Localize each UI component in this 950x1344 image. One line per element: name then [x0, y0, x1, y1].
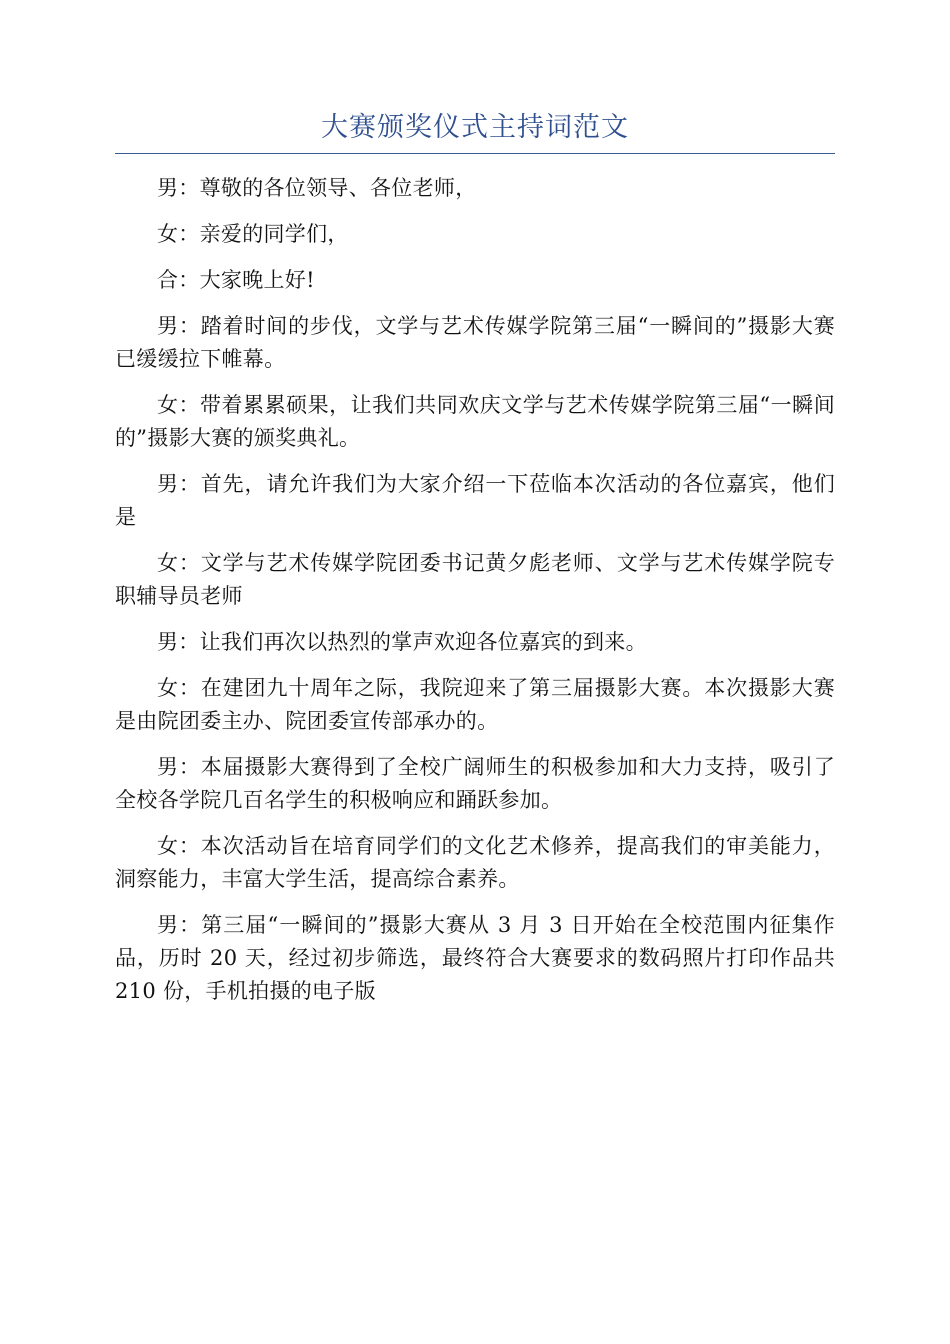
paragraph: 合：大家晚上好!	[157, 268, 315, 292]
paragraph: 男：让我们再次以热烈的掌声欢迎各位嘉宾的到来。	[157, 630, 647, 654]
paragraph: 男：第三届“一瞬间的”摄影大赛从 3 月 3 日开始在全校范围内征集作品，历时 20 天，经过初步筛选，最终符合大赛要求的数码照片打印作品共 210 份，手机拍摄的电子版	[115, 913, 835, 1003]
paragraph: 女：本次活动旨在培育同学们的文化艺术修养，提高我们的审美能力，洞察能力，丰富大学生活，提高综合素养。	[115, 834, 835, 891]
paragraph: 男：首先，请允许我们为大家介绍一下莅临本次活动的各位嘉宾，他们是	[115, 472, 835, 529]
title-underline	[115, 153, 835, 154]
document-title: 大赛颁奖仪式主持词范文	[321, 112, 629, 143]
document-body	[115, 172, 835, 1021]
paragraph: 男：本届摄影大赛得到了全校广阔师生的积极参加和大力支持，吸引了全校各学院几百名学生的积极响应和踊跃参加。	[115, 755, 835, 812]
paragraph: 女：在建团九十周年之际，我院迎来了第三届摄影大赛。本次摄影大赛是由院团委主办、院团委宣传部承办的。	[115, 676, 835, 733]
paragraph: 女：文学与艺术传媒学院团委书记黄夕彪老师、文学与艺术传媒学院专职辅导员老师	[115, 551, 835, 608]
paragraph: 男：踏着时间的步伐，文学与艺术传媒学院第三届“一瞬间的”摄影大赛已缓缓拉下帷幕。	[115, 314, 835, 371]
paragraph: 女：带着累累硕果，让我们共同欢庆文学与艺术传媒学院第三届“一瞬间的”摄影大赛的颁奖典礼。	[115, 393, 835, 450]
paragraph: 女：亲爱的同学们，	[157, 222, 349, 246]
paragraph: 男：尊敬的各位领导、各位老师，	[157, 176, 477, 200]
